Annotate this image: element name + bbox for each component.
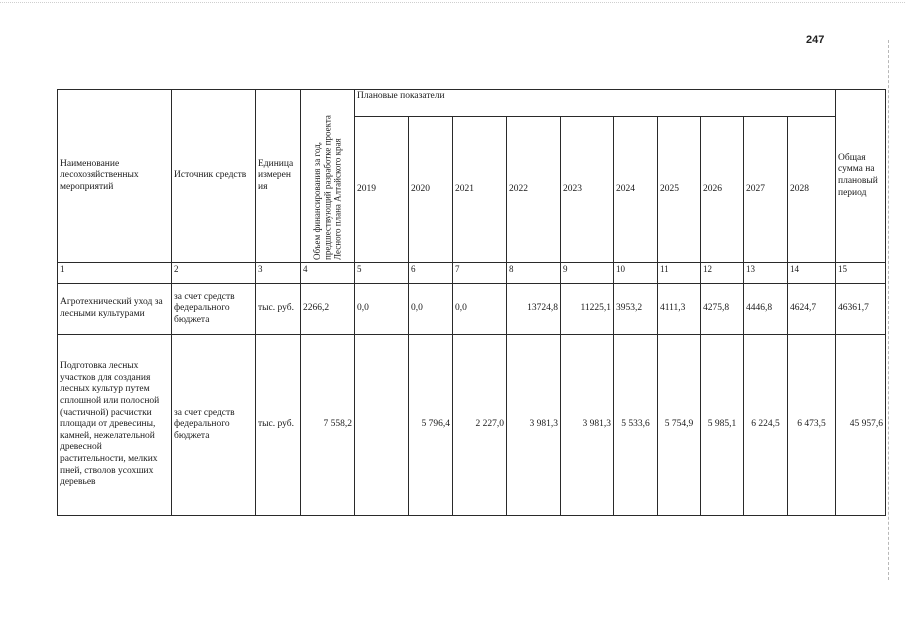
column-number: 14: [788, 263, 836, 284]
row-year-value: 13724,8: [507, 284, 561, 335]
row-prev-year-value: 7 558,2: [301, 335, 355, 516]
column-number: 3: [256, 263, 301, 284]
row-year-value: 0,0: [453, 284, 507, 335]
row-year-value: 6 473,5: [788, 335, 836, 516]
column-number: 1: [58, 263, 172, 284]
header-year: 2028: [788, 117, 836, 263]
header-year: 2027: [744, 117, 788, 263]
column-number: 4: [301, 263, 355, 284]
row-activity-name: Подготовка лесных участков для создания лесных культур путем сплошной или полосной (частичной) расчистки площади от древесины, камней, нежелательной древесной растительности, мелких пней, стволов усохших деревьев: [58, 335, 172, 516]
table-row: [58, 284, 886, 335]
column-number: 13: [744, 263, 788, 284]
row-year-value: 5 533,6: [614, 335, 658, 516]
row-year-value: 0,0: [355, 284, 409, 335]
row-year-value: 4111,3: [658, 284, 701, 335]
scan-edge-line: [888, 40, 889, 580]
header-total: Общая сумма на плановый период: [836, 90, 886, 263]
row-year-value: 3953,2: [614, 284, 658, 335]
header-year: 2025: [658, 117, 701, 263]
header-activity-name: Наименование лесохозяйственных мероприятий: [58, 90, 172, 263]
table-row: [58, 335, 886, 516]
column-number: 5: [355, 263, 409, 284]
header-year: 2022: [507, 117, 561, 263]
row-prev-year-value: 2266,2: [301, 284, 355, 335]
scan-edge-noise: [0, 2, 905, 3]
column-number: 11: [658, 263, 701, 284]
row-year-value: 6 224,5: [744, 335, 788, 516]
header-year: 2026: [701, 117, 744, 263]
page-number: 247: [806, 34, 825, 46]
row-unit: тыс. руб.: [256, 284, 301, 335]
column-number: 15: [836, 263, 886, 284]
row-year-value: 3 981,3: [507, 335, 561, 516]
row-year-value: 4446,8: [744, 284, 788, 335]
column-number: 12: [701, 263, 744, 284]
row-year-value: 2 227,0: [453, 335, 507, 516]
header-year: 2021: [453, 117, 507, 263]
header-year: 2023: [561, 117, 614, 263]
row-year-value: 3 981,3: [561, 335, 614, 516]
column-number: 10: [614, 263, 658, 284]
row-year-value: 0,0: [409, 284, 453, 335]
row-year-value: 4275,8: [701, 284, 744, 335]
column-number: 9: [561, 263, 614, 284]
header-unit: Единица измерен ия: [256, 90, 301, 263]
row-total-value: 45 957,6: [836, 335, 886, 516]
header-prev-year-funding-text: Объем финансирования за год, предшествующий разработке проекта Лесного плана Алтайского края: [311, 115, 343, 260]
row-year-value: 4624,7: [788, 284, 836, 335]
row-year-value: 5 796,4: [409, 335, 453, 516]
row-unit: тыс. руб.: [256, 335, 301, 516]
column-number: 8: [507, 263, 561, 284]
header-year: 2019: [355, 117, 409, 263]
row-year-value: 5 754,9: [658, 335, 701, 516]
row-funding-source: за счет средств федерального бюджета: [172, 335, 256, 516]
forest-plan-table: [57, 89, 886, 516]
row-total-value: 46361,7: [836, 284, 886, 335]
header-planned-indicators: Плановые показатели: [355, 90, 836, 117]
row-funding-source: за счет средств федерального бюджета: [172, 284, 256, 335]
header-funding-source: Источник средств: [172, 90, 256, 263]
column-number: 7: [453, 263, 507, 284]
header-prev-year-funding: [301, 90, 355, 263]
column-number: 6: [409, 263, 453, 284]
row-activity-name: Агротехнический уход за лесными культурами: [58, 284, 172, 335]
row-year-value: 11225,1: [561, 284, 614, 335]
header-year: 2024: [614, 117, 658, 263]
header-year: 2020: [409, 117, 453, 263]
row-year-value: 5 985,1: [701, 335, 744, 516]
column-number: 2: [172, 263, 256, 284]
row-year-value: [355, 335, 409, 516]
